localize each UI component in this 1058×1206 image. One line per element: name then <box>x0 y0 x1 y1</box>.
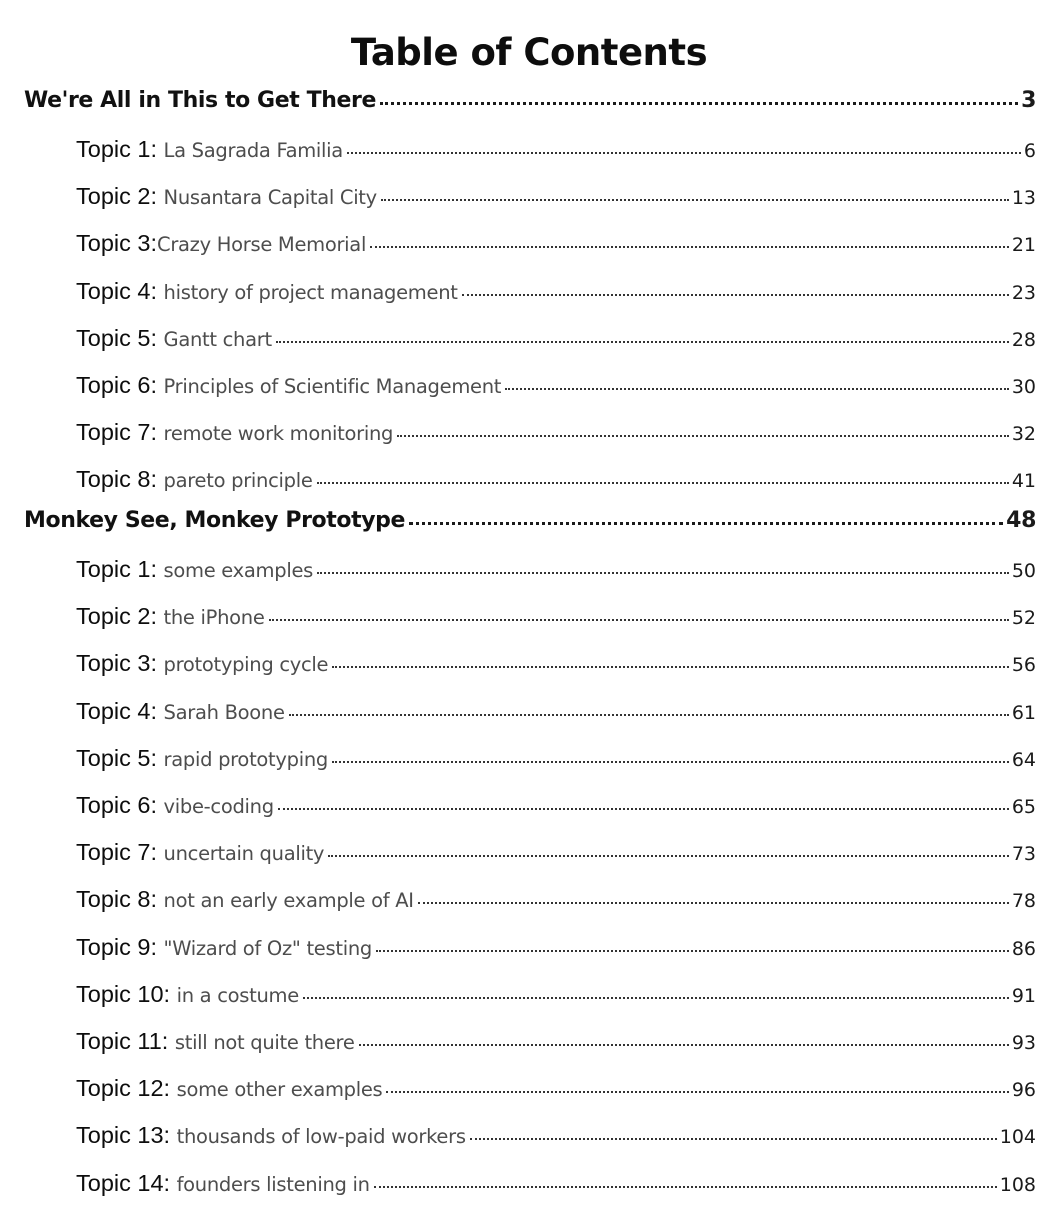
toc-topic-entry[interactable] <box>76 981 1036 1013</box>
dot-leader <box>328 855 1009 857</box>
topic-page-number: 23 <box>1011 281 1036 304</box>
dot-leader <box>418 902 1009 904</box>
toc-topic-entry[interactable] <box>76 839 1036 871</box>
toc-topic-entry[interactable] <box>76 886 1036 918</box>
topic-separator: : <box>150 839 164 866</box>
topic-title: founders listening in <box>176 1172 370 1196</box>
topic-page-number: 41 <box>1011 470 1036 493</box>
topic-label: Topic 9 <box>76 933 151 960</box>
topic-separator: : <box>150 466 164 493</box>
toc-topic-entry[interactable] <box>76 1075 1036 1107</box>
topic-title: Nusantara Capital City <box>163 186 377 210</box>
dot-leader <box>374 1186 997 1188</box>
dot-leader <box>332 761 1009 763</box>
toc-topic-entry[interactable] <box>76 183 1036 215</box>
toc-topic-entry[interactable] <box>76 1122 1036 1154</box>
topic-page-number: 61 <box>1011 701 1036 724</box>
topic-separator: : <box>150 419 164 446</box>
dot-leader <box>370 246 1009 248</box>
topic-label: Topic 2 <box>76 603 151 630</box>
toc-topic-entry[interactable] <box>76 1028 1036 1060</box>
topic-page-number: 21 <box>1011 234 1036 257</box>
topic-label: Topic 2 <box>76 183 151 210</box>
topic-separator: : <box>163 980 177 1007</box>
topic-title: Gantt chart <box>163 327 272 351</box>
toc-topic-entry[interactable] <box>76 419 1036 451</box>
dot-leader <box>278 808 1009 810</box>
topic-page-number: 91 <box>1011 984 1036 1007</box>
toc-topic-entry[interactable] <box>76 745 1036 777</box>
topic-page-number: 64 <box>1011 748 1036 771</box>
toc-topic-entry[interactable] <box>76 698 1036 730</box>
topic-title: in a costume <box>176 983 299 1007</box>
topic-separator: : <box>150 933 164 960</box>
toc-topic-entry[interactable] <box>76 136 1036 168</box>
dot-leader <box>347 152 1021 154</box>
dot-leader <box>376 950 1009 952</box>
dot-leader <box>409 522 1003 525</box>
topic-separator: : <box>150 136 164 162</box>
topic-page-number: 28 <box>1011 328 1036 351</box>
dot-leader <box>269 619 1009 621</box>
topic-separator: : <box>163 1169 177 1196</box>
toc-topic-entry[interactable] <box>76 230 1036 262</box>
toc-topic-entry[interactable] <box>76 650 1036 682</box>
topic-label: Topic 4 <box>76 697 151 724</box>
topic-title: uncertain quality <box>163 842 325 866</box>
toc-topic-entry[interactable] <box>76 1170 1036 1202</box>
topic-separator: : <box>150 324 164 351</box>
part-title: Monkey See, Monkey Prototype <box>24 508 406 533</box>
dot-leader <box>380 102 1018 105</box>
topic-title: the iPhone <box>163 606 265 630</box>
topic-label: Topic 8 <box>76 886 151 913</box>
toc-part-entry[interactable] <box>24 88 1036 118</box>
topic-label: Topic 3 <box>76 650 151 677</box>
part-page-number: 3 <box>1021 88 1036 113</box>
topic-title: vibe-coding <box>163 795 274 818</box>
topic-page-number: 6 <box>1023 140 1036 162</box>
topic-label: Topic 5 <box>76 324 151 351</box>
topic-label: Topic 1 <box>76 556 151 582</box>
topic-separator: : <box>150 650 164 677</box>
toc-topic-entry[interactable] <box>76 466 1036 498</box>
topic-label: Topic 13 <box>76 1122 164 1149</box>
topic-separator: : <box>150 792 164 818</box>
topic-title: rapid prototyping <box>163 747 328 771</box>
part-page-number: 48 <box>1006 508 1036 533</box>
topic-label: Topic 10 <box>76 980 164 1007</box>
page-title: Table of Contents <box>350 31 708 74</box>
topic-separator: : <box>163 1122 177 1149</box>
topic-label: Topic 5 <box>76 744 151 771</box>
topic-title: La Sagrada Familia <box>163 139 343 162</box>
topic-separator: : <box>150 277 164 304</box>
topic-page-number: 30 <box>1011 376 1036 398</box>
dot-leader <box>276 341 1009 343</box>
topic-page-number: 93 <box>1011 1032 1036 1054</box>
topic-title: not an early example of AI <box>163 889 414 913</box>
dot-leader <box>332 666 1009 668</box>
topic-label: Topic 6 <box>76 792 151 818</box>
dot-leader <box>317 572 1009 574</box>
topic-page-number: 96 <box>1011 1079 1036 1102</box>
dot-leader <box>289 714 1009 716</box>
topic-label: Topic 12 <box>76 1075 164 1102</box>
topic-separator: : <box>150 744 164 771</box>
topic-separator: : <box>150 603 164 630</box>
topic-separator: : <box>150 230 157 257</box>
topic-label: Topic 4 <box>76 277 151 304</box>
topic-page-number: 78 <box>1011 890 1036 913</box>
topic-separator: : <box>163 1075 177 1102</box>
topic-label: Topic 11 <box>76 1028 162 1054</box>
topic-page-number: 104 <box>999 1126 1036 1149</box>
toc-topic-entry[interactable] <box>76 372 1036 404</box>
toc-topic-entry[interactable] <box>76 278 1036 310</box>
topic-label: Topic 8 <box>76 466 151 493</box>
toc-topic-entry[interactable] <box>76 556 1036 588</box>
toc-topic-entry[interactable] <box>76 934 1036 966</box>
dot-leader <box>470 1138 997 1140</box>
topic-title: Sarah Boone <box>163 700 285 724</box>
topic-title: some examples <box>163 559 314 582</box>
dot-leader <box>303 997 1009 999</box>
dot-leader <box>397 435 1009 437</box>
toc-topic-entry[interactable] <box>76 792 1036 824</box>
toc-part-entry[interactable] <box>24 508 1036 538</box>
topic-title: prototyping cycle <box>163 653 329 677</box>
topic-label: Topic 6 <box>76 372 151 398</box>
topic-label: Topic 3 <box>76 230 151 257</box>
topic-page-number: 56 <box>1011 654 1036 677</box>
topic-title: Principles of Scientific Management <box>163 375 502 398</box>
toc-topic-entry[interactable] <box>76 325 1036 357</box>
topic-page-number: 65 <box>1011 796 1036 818</box>
topic-title: thousands of low-paid workers <box>176 1125 466 1149</box>
topic-page-number: 32 <box>1011 423 1036 446</box>
topic-separator: : <box>150 556 164 582</box>
topic-label: Topic 7 <box>76 839 151 866</box>
topic-page-number: 13 <box>1011 187 1036 210</box>
topic-separator: : <box>161 1028 175 1054</box>
dot-leader <box>505 388 1009 390</box>
topic-title: history of project management <box>163 280 458 304</box>
topic-label: Topic 1 <box>76 136 151 162</box>
topic-page-number: 86 <box>1011 937 1036 960</box>
dot-leader <box>462 294 1009 296</box>
topic-title: pareto principle <box>163 469 313 493</box>
topic-page-number: 52 <box>1011 607 1036 630</box>
topic-separator: : <box>150 372 164 398</box>
topic-separator: : <box>150 886 164 913</box>
topic-separator: : <box>150 183 164 210</box>
topic-separator: : <box>150 697 164 724</box>
topic-title: remote work monitoring <box>163 422 394 446</box>
topic-page-number: 73 <box>1011 843 1036 866</box>
topic-page-number: 50 <box>1011 560 1036 582</box>
dot-leader <box>381 199 1009 201</box>
dot-leader <box>386 1091 1008 1093</box>
topic-label: Topic 14 <box>76 1169 164 1196</box>
dot-leader <box>359 1044 1009 1046</box>
topic-label: Topic 7 <box>76 419 151 446</box>
dot-leader <box>317 482 1009 484</box>
topic-title: still not quite there <box>174 1031 355 1054</box>
topic-title: Crazy Horse Memorial <box>157 233 367 257</box>
topic-page-number: 108 <box>999 1173 1036 1196</box>
toc-topic-entry[interactable] <box>76 603 1036 635</box>
topic-title: some other examples <box>176 1078 383 1102</box>
part-title: We're All in This to Get There <box>24 88 376 113</box>
topic-title: "Wizard of Oz" testing <box>163 936 372 960</box>
